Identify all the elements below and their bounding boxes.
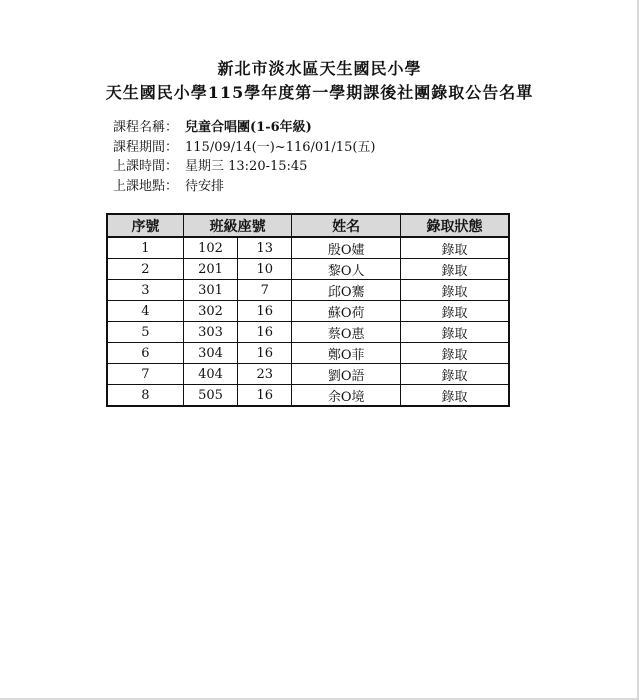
cell-seq: 2: [107, 259, 183, 280]
cell-status: 錄取: [400, 237, 509, 259]
cell-status: 錄取: [400, 385, 509, 407]
cell-seq: 5: [107, 322, 183, 343]
class-time-label: 上課時間：: [113, 159, 179, 174]
cell-name: 鄭O菲: [292, 343, 401, 364]
course-info: [113, 118, 376, 196]
cell-name: 殷O嫿: [292, 237, 401, 259]
table-row: [107, 385, 509, 407]
course-name-value: 兒童合唱團(1-6年級): [185, 120, 312, 135]
course-period-label: 課程期間：: [113, 139, 179, 155]
cell-seat: 16: [238, 385, 292, 407]
cell-seat: 23: [238, 364, 292, 385]
cell-status: 錄取: [400, 259, 509, 280]
cell-name: 蘇O荷: [292, 301, 401, 322]
class-location-row: [113, 177, 376, 197]
cell-seq: 7: [107, 364, 183, 385]
cell-class: 303: [183, 322, 237, 343]
cell-name: 蔡O惠: [292, 322, 401, 343]
cell-class: 201: [183, 259, 237, 280]
cell-status: 錄取: [400, 322, 509, 343]
table-header-row: [107, 214, 509, 237]
cell-seat: 16: [238, 343, 292, 364]
cell-seq: 6: [107, 343, 183, 364]
table-row: [107, 259, 509, 280]
course-name-row: [113, 118, 376, 138]
cell-seat: 13: [238, 237, 292, 259]
cell-class: 302: [183, 301, 237, 322]
admission-table: [106, 213, 510, 407]
header-seq: 序號: [107, 214, 183, 237]
class-location-value: 待安排: [185, 178, 225, 194]
cell-name: 黎O人: [292, 259, 401, 280]
course-period-value: 115/09/14(一)~116/01/15(五): [185, 139, 376, 155]
cell-seq: 8: [107, 385, 183, 407]
cell-class: 102: [183, 237, 237, 259]
header-name: 姓名: [292, 214, 401, 237]
cell-class: 304: [183, 343, 237, 364]
cell-class: 505: [183, 385, 237, 407]
table-row: [107, 343, 509, 364]
cell-name: 劉O語: [292, 364, 401, 385]
cell-seat: 10: [238, 259, 292, 280]
cell-status: 錄取: [400, 364, 509, 385]
document-title: 天生國民小學115學年度第一學期課後社團錄取公告名單: [105, 83, 534, 102]
table-row: [107, 301, 509, 322]
class-time-row: [113, 157, 376, 177]
cell-seq: 1: [107, 237, 183, 259]
cell-seat: 16: [238, 322, 292, 343]
cell-status: 錄取: [400, 343, 509, 364]
table-row: [107, 322, 509, 343]
table-row: [107, 280, 509, 301]
course-period-row: [113, 138, 376, 158]
table-row: [107, 364, 509, 385]
table-row: [107, 237, 509, 259]
school-title: 新北市淡水區天生國民小學: [217, 59, 422, 78]
course-name-label: 課程名稱：: [113, 120, 179, 135]
cell-seq: 3: [107, 280, 183, 301]
cell-name: 余O境: [292, 385, 401, 407]
cell-status: 錄取: [400, 301, 509, 322]
cell-seat: 16: [238, 301, 292, 322]
header-class-seat: 班級座號: [183, 214, 292, 237]
class-location-label: 上課地點：: [113, 178, 179, 194]
header-status: 錄取狀態: [400, 214, 509, 237]
cell-seat: 7: [238, 280, 292, 301]
cell-status: 錄取: [400, 280, 509, 301]
cell-class: 404: [183, 364, 237, 385]
cell-class: 301: [183, 280, 237, 301]
cell-seq: 4: [107, 301, 183, 322]
cell-name: 邱O騫: [292, 280, 401, 301]
class-time-value: 星期三 13:20-15:45: [185, 159, 308, 174]
